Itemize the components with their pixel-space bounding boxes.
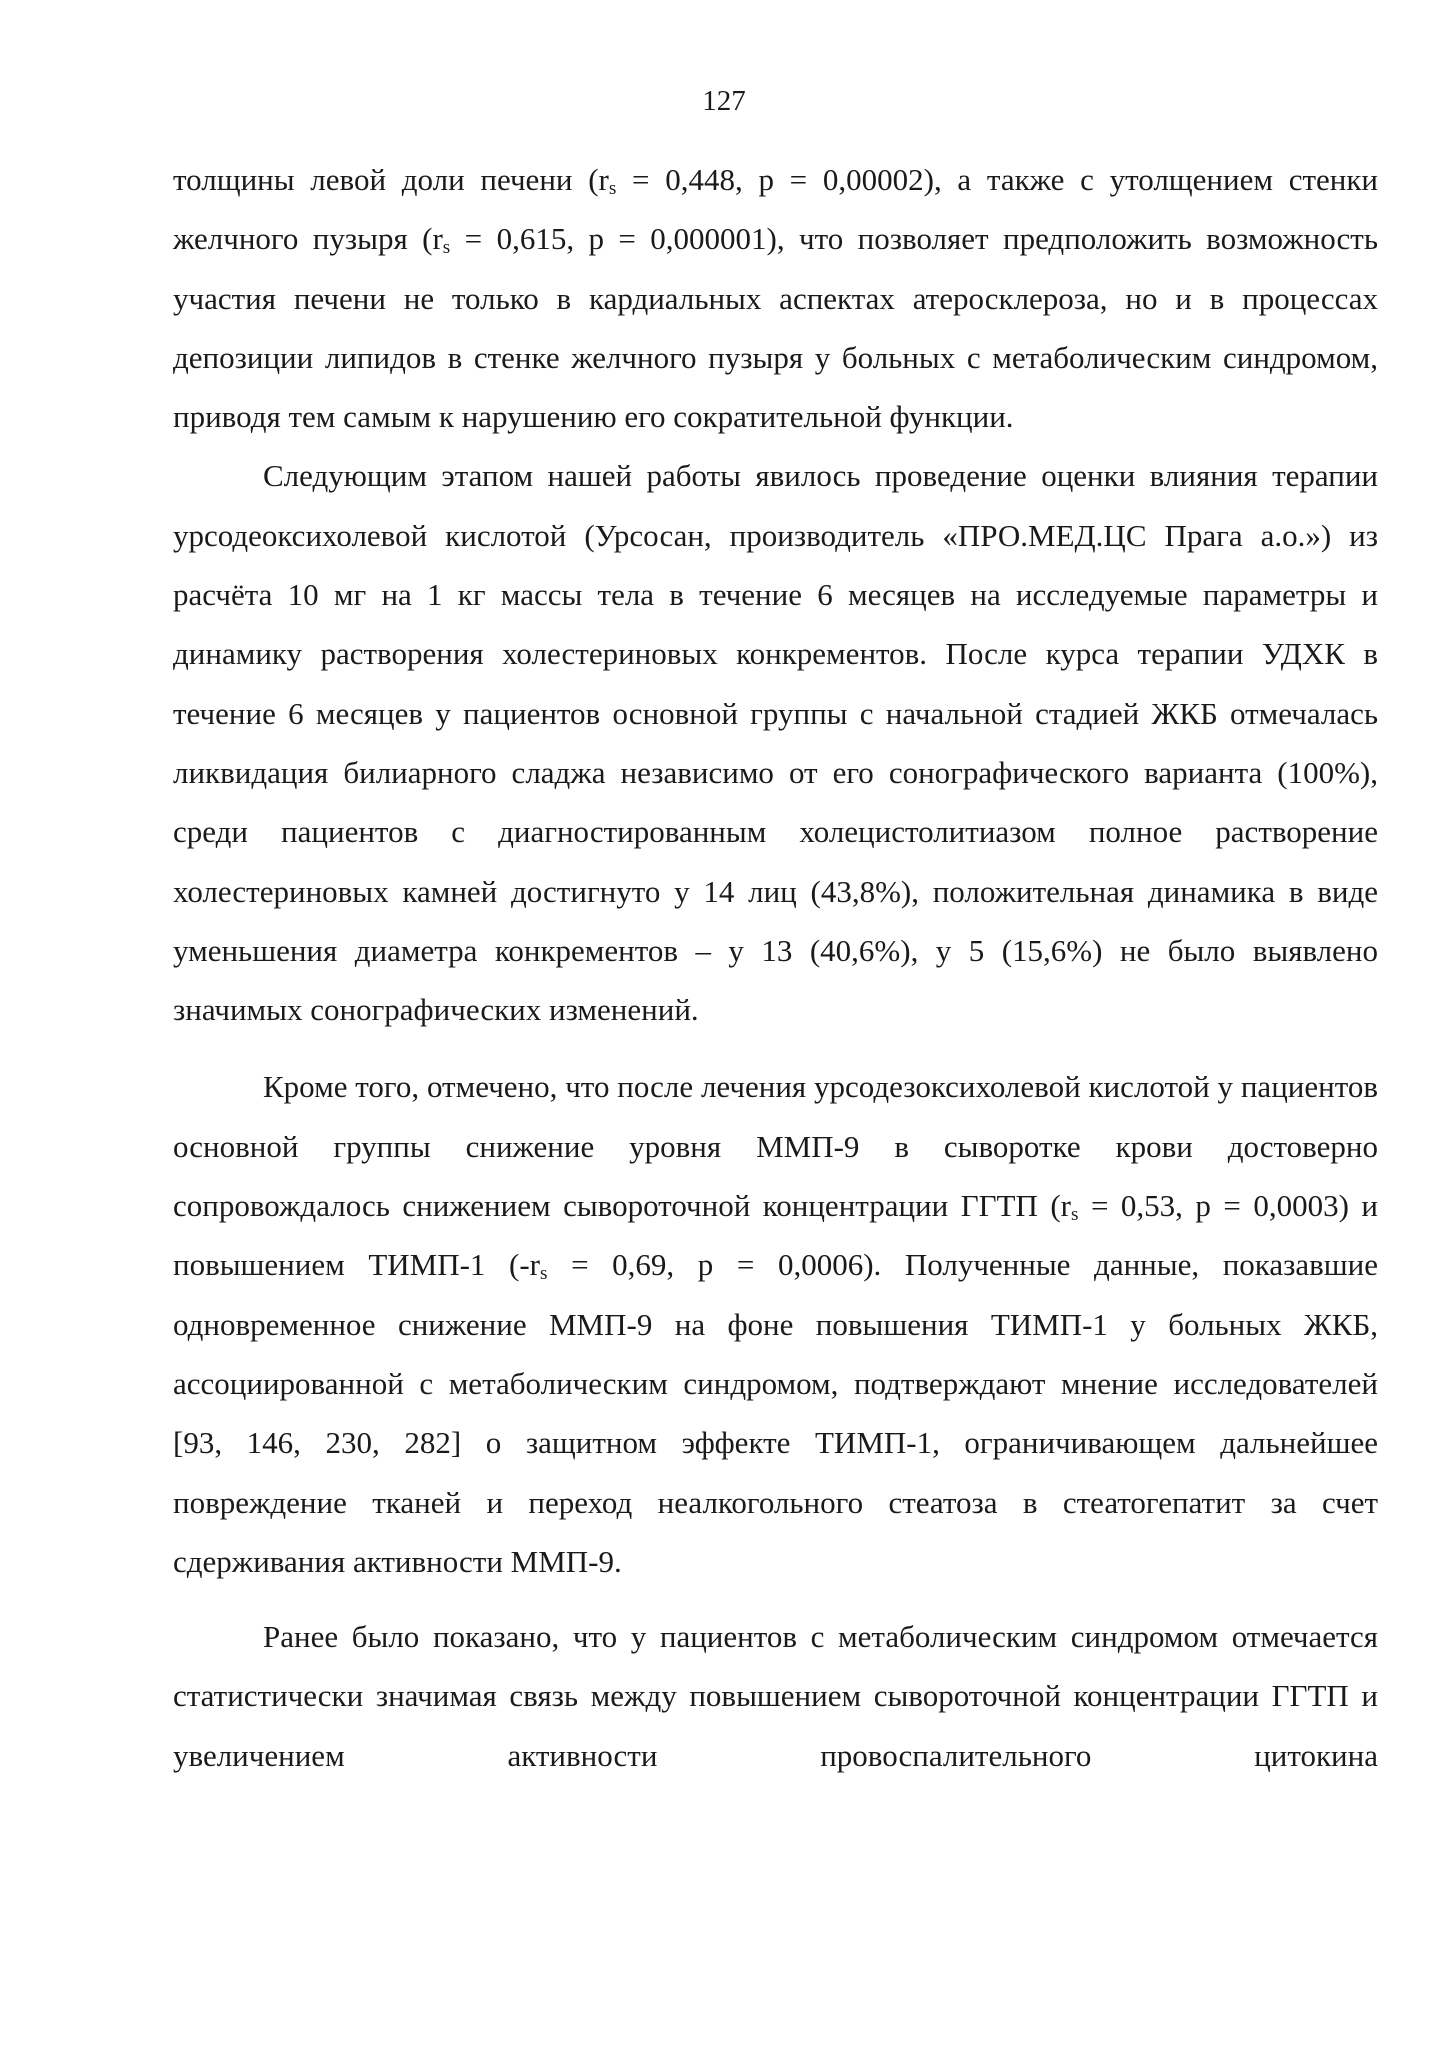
text-run: Кроме того, отмечено, что после лечения урсодезоксихолевой кислотой у пациентов основной группы снижение уровня ММП-9 в сыворотке крови достоверно сопровождалось снижением сывороточной концентрации ГГТП (r bbox=[173, 1069, 1378, 1224]
paragraph-3 bbox=[173, 1057, 1378, 1591]
text-run: Следующим этапом нашей работы явилось проведение оценки влияния терапии урсодеоксихолевой кислотой (Урсосан, производитель «ПРО.МЕД.ЦС Прага а.о.») из расчёта 10 мг на 1 кг массы тела в течение 6 месяцев на исследуемые параметры и динамику растворения холестериновых конкрементов. После курса терапии УДХК в течение 6 месяцев у пациентов основной группы с начальной стадией ЖКБ отмечалась ликвидация билиарного сладжа независимо от его сонографического варианта (100%), среди пациентов с диагностированным холецистолитиазом полное растворение холестериновых камней достигнуто у 14 лиц (43,8%), положительная динамика в виде уменьшения диаметра конкрементов – у 13 (40,6%), у 5 (15,6%) не было выявлено значимых сонографических изменений. bbox=[173, 458, 1378, 1028]
text-run: = 0,615, p = 0,000001), что позволяет предположить возможность участия печени не только в кардиальных аспектах атеросклероза, но и в процессах депозиции липидов в стенке желчного пузыря у больных с метаболическим синдромом, приводя тем самым к нарушению его сократительной функции. bbox=[173, 221, 1378, 435]
subscript: s bbox=[608, 178, 617, 200]
text-run: = 0,448, p = 0,00002), а также с утолщением стенки желчного пузыря (r bbox=[173, 162, 1379, 257]
subscript: s bbox=[442, 237, 451, 259]
paragraph-2 bbox=[173, 446, 1378, 1039]
paragraph-1 bbox=[173, 150, 1378, 446]
text-run: Ранее было показано, что у пациентов с метаболическим синдромом отмечается статистически значимая связь между повышением сывороточной концентрации ГГТП и увеличением активности провоспалительного цитокина bbox=[173, 1619, 1378, 1773]
subscript: s bbox=[540, 1263, 548, 1285]
body-text bbox=[173, 150, 1378, 1785]
subscript: s bbox=[1071, 1204, 1079, 1226]
page-number: 127 bbox=[702, 85, 746, 117]
text-run: = 0,69, p = 0,0006). Полученные данные, показавшие одновременное снижение ММП-9 на фоне повышения ТИМП-1 у больных ЖКБ, ассоциированной с метаболическим синдромом, подтверждают мнение исследователей [93, 146, 230, 282] о защитном эффекте ТИМП-1, ограничивающем дальнейшее повреждение тканей и переход неалкогольного стеатоза в стеатогепатит за счет сдерживания активности ММП-9. bbox=[173, 1247, 1378, 1579]
text-run: толщины левой доли печени (r bbox=[173, 162, 609, 197]
text-run: = 0,53, p = 0,0003) и повышением ТИМП-1 (-r bbox=[173, 1188, 1378, 1283]
paragraph-4 bbox=[173, 1607, 1378, 1785]
